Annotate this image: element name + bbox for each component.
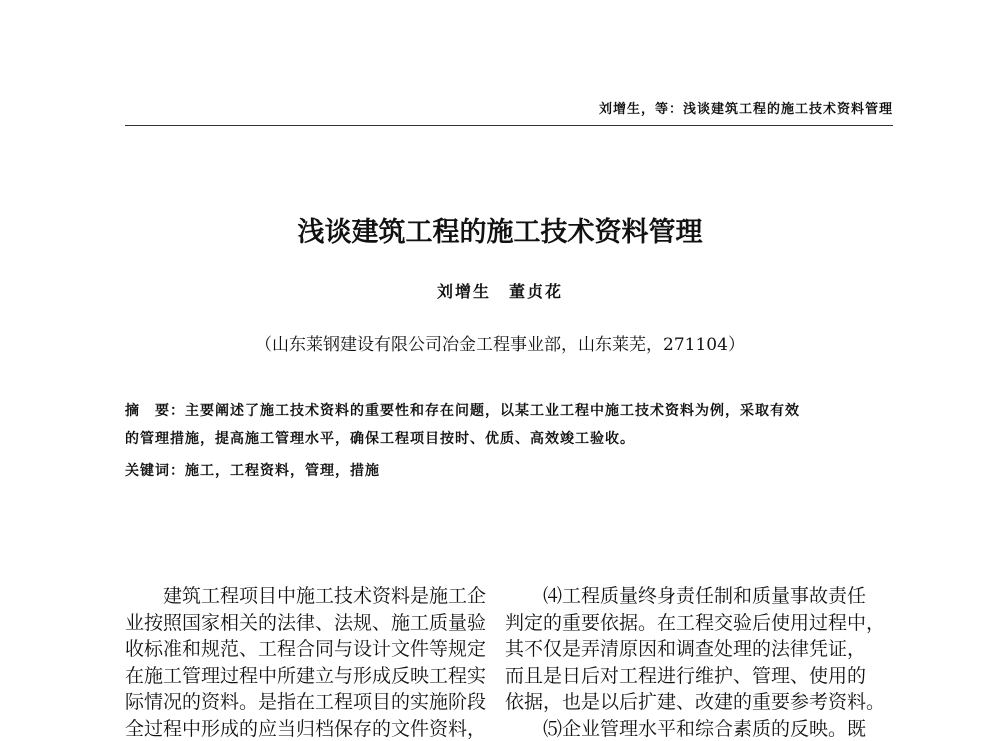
body-line: 全过程中形成的应当归档保存的文件资料，	[125, 717, 487, 740]
body-line: ⑸企业管理水平和综合素质的反映。既	[543, 717, 867, 740]
body-line: 际情况的资料。是指在工程项目的实施阶段	[125, 691, 487, 713]
body-line: 业按照国家相关的法律、法规、施工质量验	[125, 611, 487, 634]
abstract-label: 摘 要：	[125, 403, 185, 419]
body-line: 建筑工程项目中施工技术资料是施工企	[163, 585, 487, 607]
body-line: 在施工管理过程中所建立与形成反映工程实	[125, 664, 487, 687]
running-header: 刘增生，等：浅谈建筑工程的施工技术资料管理	[598, 102, 893, 117]
keywords	[125, 460, 380, 480]
body-line: 依据，也是以后扩建、改建的重要参考资料。	[505, 691, 886, 713]
body-line: ⑷工程质量终身责任制和质量事故责任	[543, 585, 867, 607]
body-column-right	[505, 583, 885, 741]
abstract-text: 主要阐述了施工技术资料的重要性和存在问题，以某工业工程中施工技术资料为例，采取有效	[185, 403, 800, 419]
affiliation: （山东莱钢建设有限公司冶金工程事业部，山东莱芜，271104）	[255, 335, 745, 355]
abstract-line-2: 的管理措施，提高施工管理水平，确保工程项目按时、优质、高效竣工验收。	[125, 431, 635, 447]
body-column-left	[125, 583, 486, 741]
body-line: 其不仅是弄清原因和调查处理的法律凭证，	[505, 638, 867, 660]
keywords-text: 施工，工程资料，管理，措施	[185, 463, 380, 479]
body-line: 收标准和规范、工程合同与设计文件等规定	[125, 638, 487, 660]
keywords-label: 关键词：	[125, 463, 185, 479]
abstract-line-1	[125, 400, 800, 420]
paper-title: 浅谈建筑工程的施工技术资料管理	[297, 217, 703, 248]
header-rule	[125, 125, 893, 126]
body-line: 而且是日后对工程进行维护、管理、使用的	[505, 664, 867, 687]
authors: 刘增生 董贞花	[436, 282, 563, 301]
body-line: 判定的重要依据。在工程交验后使用过程中，	[505, 611, 886, 634]
